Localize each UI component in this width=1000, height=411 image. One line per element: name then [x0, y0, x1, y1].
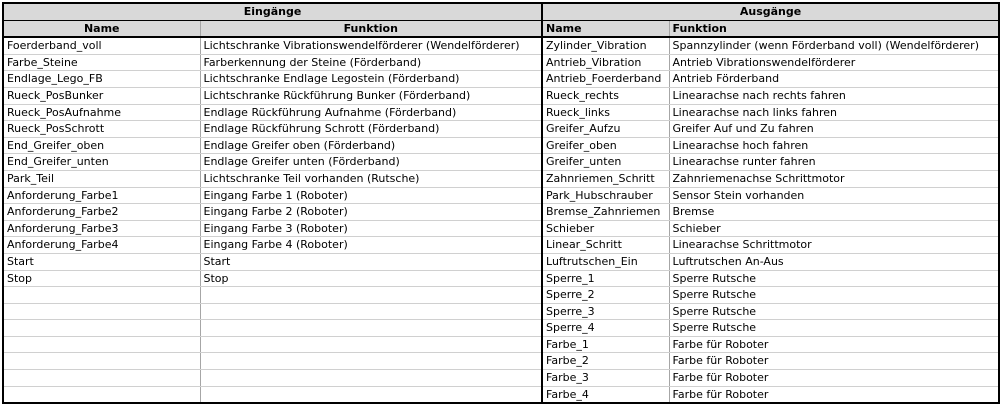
output-function-cell[interactable]: Farbe für Roboter — [669, 370, 999, 387]
output-name-cell[interactable]: Rueck_links — [542, 104, 669, 121]
output-name-cell[interactable]: Linear_Schritt — [542, 237, 669, 254]
output-function-cell[interactable]: Luftrutschen An-Aus — [669, 253, 999, 270]
table-row — [3, 137, 999, 154]
output-name-cell[interactable]: Sperre_1 — [542, 270, 669, 287]
input-name-cell[interactable]: Anforderung_Farbe1 — [3, 187, 200, 204]
input-name-cell[interactable]: End_Greifer_unten — [3, 154, 200, 171]
table-row — [3, 237, 999, 254]
output-name-cell[interactable]: Antrieb_Vibration — [542, 54, 669, 71]
table-row — [3, 353, 999, 370]
input-function-cell[interactable] — [200, 336, 542, 353]
output-function-cell[interactable]: Linearachse nach links fahren — [669, 104, 999, 121]
table-row — [3, 54, 999, 71]
input-function-cell[interactable] — [200, 303, 542, 320]
output-name-cell[interactable]: Antrieb_Foerderband — [542, 71, 669, 88]
output-name-cell[interactable]: Farbe_3 — [542, 370, 669, 387]
table-row — [3, 170, 999, 187]
output-name-cell[interactable]: Sperre_3 — [542, 303, 669, 320]
output-function-cell[interactable]: Sperre Rutsche — [669, 270, 999, 287]
table-body — [3, 37, 999, 403]
table-row — [3, 270, 999, 287]
input-function-cell[interactable] — [200, 353, 542, 370]
column-header-row — [3, 20, 999, 37]
table-row — [3, 336, 999, 353]
output-name-cell[interactable]: Bremse_Zahnriemen — [542, 204, 669, 221]
input-function-cell[interactable] — [200, 386, 542, 403]
table-row — [3, 37, 999, 54]
output-function-cell[interactable]: Antrieb Förderband — [669, 71, 999, 88]
io-table — [2, 2, 1000, 404]
input-name-cell[interactable] — [3, 353, 200, 370]
input-name-cell[interactable]: Park_Teil — [3, 170, 200, 187]
output-name-cell[interactable]: Park_Hubschrauber — [542, 187, 669, 204]
table-row — [3, 320, 999, 337]
output-function-cell[interactable]: Farbe für Roboter — [669, 353, 999, 370]
input-name-cell[interactable] — [3, 370, 200, 387]
table-row — [3, 253, 999, 270]
output-name-cell[interactable]: Rueck_rechts — [542, 87, 669, 104]
group-header-row — [3, 3, 999, 20]
output-function-cell[interactable]: Spannzylinder (wenn Förderband voll) (Wendelförderer) — [669, 37, 999, 54]
table-row — [3, 71, 999, 88]
inputs-group-header[interactable]: Eingänge — [3, 3, 542, 20]
table-row — [3, 187, 999, 204]
input-name-cell[interactable]: Rueck_PosAufnahme — [3, 104, 200, 121]
output-function-cell[interactable]: Sperre Rutsche — [669, 320, 999, 337]
table-row — [3, 370, 999, 387]
output-function-cell[interactable]: Sperre Rutsche — [669, 303, 999, 320]
output-function-cell[interactable]: Farbe für Roboter — [669, 386, 999, 403]
table-row — [3, 121, 999, 138]
input-name-cell[interactable] — [3, 303, 200, 320]
input-name-cell[interactable]: Rueck_PosSchrott — [3, 121, 200, 138]
output-name-cell[interactable]: Farbe_1 — [542, 336, 669, 353]
output-name-cell[interactable]: Zahnriemen_Schritt — [542, 170, 669, 187]
table-row — [3, 287, 999, 304]
table-row — [3, 220, 999, 237]
input-name-cell[interactable]: End_Greifer_oben — [3, 137, 200, 154]
output-name-cell[interactable]: Farbe_4 — [542, 386, 669, 403]
input-name-cell[interactable]: Farbe_Steine — [3, 54, 200, 71]
input-function-cell[interactable]: Eingang Farbe 4 (Roboter) — [200, 237, 542, 254]
input-name-cell[interactable]: Rueck_PosBunker — [3, 87, 200, 104]
output-name-cell[interactable]: Sperre_4 — [542, 320, 669, 337]
input-name-cell[interactable] — [3, 336, 200, 353]
input-name-cell[interactable]: Start — [3, 253, 200, 270]
output-function-cell[interactable]: Farbe für Roboter — [669, 336, 999, 353]
inputs-function-header[interactable]: Funktion — [200, 20, 542, 37]
input-function-cell[interactable]: Endlage Rückführung Aufnahme (Förderband) — [200, 104, 542, 121]
output-function-cell[interactable]: Zahnriemenachse Schrittmotor — [669, 170, 999, 187]
table-row — [3, 154, 999, 171]
output-function-cell[interactable]: Sensor Stein vorhanden — [669, 187, 999, 204]
output-name-cell[interactable]: Greifer_oben — [542, 137, 669, 154]
input-function-cell[interactable]: Endlage Greifer oben (Förderband) — [200, 137, 542, 154]
inputs-name-header[interactable]: Name — [3, 20, 200, 37]
input-name-cell[interactable] — [3, 386, 200, 403]
input-function-cell[interactable]: Endlage Greifer unten (Förderband) — [200, 154, 542, 171]
output-function-cell[interactable]: Linearachse runter fahren — [669, 154, 999, 171]
input-function-cell[interactable]: Stop — [200, 270, 542, 287]
output-function-cell[interactable]: Schieber — [669, 220, 999, 237]
input-function-cell[interactable]: Eingang Farbe 1 (Roboter) — [200, 187, 542, 204]
output-function-cell[interactable]: Linearachse hoch fahren — [669, 137, 999, 154]
input-function-cell[interactable]: Farberkennung der Steine (Förderband) — [200, 54, 542, 71]
output-name-cell[interactable]: Farbe_2 — [542, 353, 669, 370]
output-name-cell[interactable]: Zylinder_Vibration — [542, 37, 669, 54]
output-function-cell[interactable]: Greifer Auf und Zu fahren — [669, 121, 999, 138]
input-function-cell[interactable]: Eingang Farbe 3 (Roboter) — [200, 220, 542, 237]
table-row — [3, 303, 999, 320]
output-function-cell[interactable]: Antrieb Vibrationswendelförderer — [669, 54, 999, 71]
outputs-name-header[interactable]: Name — [542, 20, 669, 37]
input-function-cell[interactable]: Start — [200, 253, 542, 270]
outputs-group-header[interactable]: Ausgänge — [542, 3, 999, 20]
table-row — [3, 87, 999, 104]
input-function-cell[interactable]: Eingang Farbe 2 (Roboter) — [200, 204, 542, 221]
output-name-cell[interactable]: Greifer_unten — [542, 154, 669, 171]
input-name-cell[interactable]: Anforderung_Farbe2 — [3, 204, 200, 221]
output-name-cell[interactable]: Schieber — [542, 220, 669, 237]
input-function-cell[interactable]: Lichtschranke Vibrationswendelförderer (Wendelförderer) — [200, 37, 542, 54]
input-function-cell[interactable]: Lichtschranke Rückführung Bunker (Förderband) — [200, 87, 542, 104]
output-function-cell[interactable]: Bremse — [669, 204, 999, 221]
output-function-cell[interactable]: Linearachse nach rechts fahren — [669, 87, 999, 104]
input-name-cell[interactable]: Foerderband_voll — [3, 37, 200, 54]
table-row — [3, 104, 999, 121]
input-name-cell[interactable]: Endlage_Lego_FB — [3, 71, 200, 88]
input-function-cell[interactable]: Endlage Rückführung Schrott (Förderband) — [200, 121, 542, 138]
output-name-cell[interactable]: Greifer_Aufzu — [542, 121, 669, 138]
input-name-cell[interactable]: Stop — [3, 270, 200, 287]
output-name-cell[interactable]: Sperre_2 — [542, 287, 669, 304]
input-name-cell[interactable] — [3, 320, 200, 337]
input-name-cell[interactable]: Anforderung_Farbe4 — [3, 237, 200, 254]
input-function-cell[interactable]: Lichtschranke Teil vorhanden (Rutsche) — [200, 170, 542, 187]
input-function-cell[interactable] — [200, 287, 542, 304]
output-function-cell[interactable]: Sperre Rutsche — [669, 287, 999, 304]
outputs-function-header[interactable]: Funktion — [669, 20, 999, 37]
input-function-cell[interactable]: Lichtschranke Endlage Legostein (Förderband) — [200, 71, 542, 88]
output-name-cell[interactable]: Luftrutschen_Ein — [542, 253, 669, 270]
input-function-cell[interactable] — [200, 370, 542, 387]
output-function-cell[interactable]: Linearachse Schrittmotor — [669, 237, 999, 254]
input-name-cell[interactable]: Anforderung_Farbe3 — [3, 220, 200, 237]
input-function-cell[interactable] — [200, 320, 542, 337]
input-name-cell[interactable] — [3, 287, 200, 304]
table-row — [3, 386, 999, 403]
table-row — [3, 204, 999, 221]
